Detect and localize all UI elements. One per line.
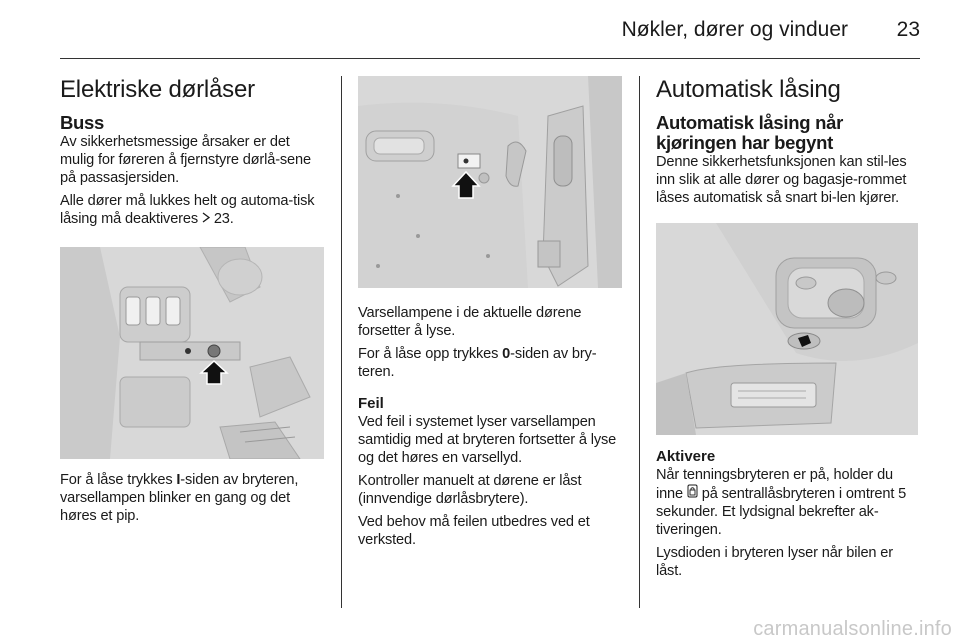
paragraph [60,192,326,228]
page-number: 23 [896,18,920,41]
column-1 [60,76,326,525]
subsection-heading: Buss [60,112,105,133]
column-3 [656,76,922,580]
paragraph: Kontroller manuelt at dørene er låst (innvendige dørlåsbrytere). [358,473,582,507]
paragraph-text: Når tenningsbryteren er på, holder du inne [656,467,894,502]
paragraph: Av sikkerhetsmessige årsaker er det mulig for føreren å fjernstyre dørlå-sene på passasjersiden. [60,134,311,186]
paragraph [656,466,922,539]
paragraph [358,345,624,381]
subsection-heading: Automatisk låsing når kjøringen har begynt [656,112,843,153]
header-rule [60,58,920,59]
subsection-heading: Feil [358,395,384,412]
header-title: Nøkler, dører og vinduer [621,18,848,41]
paragraph-text: For å låse trykkes [60,472,177,488]
page-reference[interactable]: 23. [213,211,234,227]
switch-key-label: I [176,472,181,488]
paragraph: Denne sikkerhetsfunksjonen kan stil-les inn slik at alle dører og bagasje-rommet låses automatisk så snart bi-len kjører. [656,154,907,206]
section-heading: Elektriske dørlåser [60,76,255,103]
reference-arrow-icon [202,212,210,223]
column-divider [639,76,640,608]
subsection-heading: Aktivere [656,448,716,465]
paragraph [60,471,326,525]
paragraph-text: -siden av bry-teren. [358,346,597,380]
paragraph: Varsellampene i de aktuelle dørene forsetter å lyse. [358,305,582,339]
paragraph-text: For å låse opp trykkes [358,346,503,362]
paragraph: Ved feil i systemet lyser varsellampen samtidig med at bryteren fortsetter å lyse og det høres en varsellyd. [358,414,617,466]
door-panel-illustration [358,76,622,288]
overhead-console-illustration [656,223,918,435]
column-2 [358,76,624,549]
dashboard-switch-illustration [60,247,324,459]
column-divider [341,76,342,608]
paragraph-text: på sentrallåsbryteren i omtrent 5 sekunder. Et lydsignal bekrefter ak-tiveringen. [656,486,907,538]
paragraph-text: -siden av bryteren, varsellampen blinker en gang og det høres et pip. [60,472,299,524]
switch-key-label: 0 [502,346,511,362]
watermark: carmanualsonline.info [753,618,952,640]
paragraph-text: Alle dører må lukkes helt og automa-tisk låsing må deaktiveres [60,193,315,227]
page-header [0,0,960,60]
section-heading: Automatisk låsing [656,76,841,103]
paragraph: Ved behov må feilen utbedres ved et verksted. [358,514,590,548]
paragraph: Lysdioden i bryteren lyser når bilen er låst. [656,545,893,579]
lock-button-icon [687,484,698,498]
